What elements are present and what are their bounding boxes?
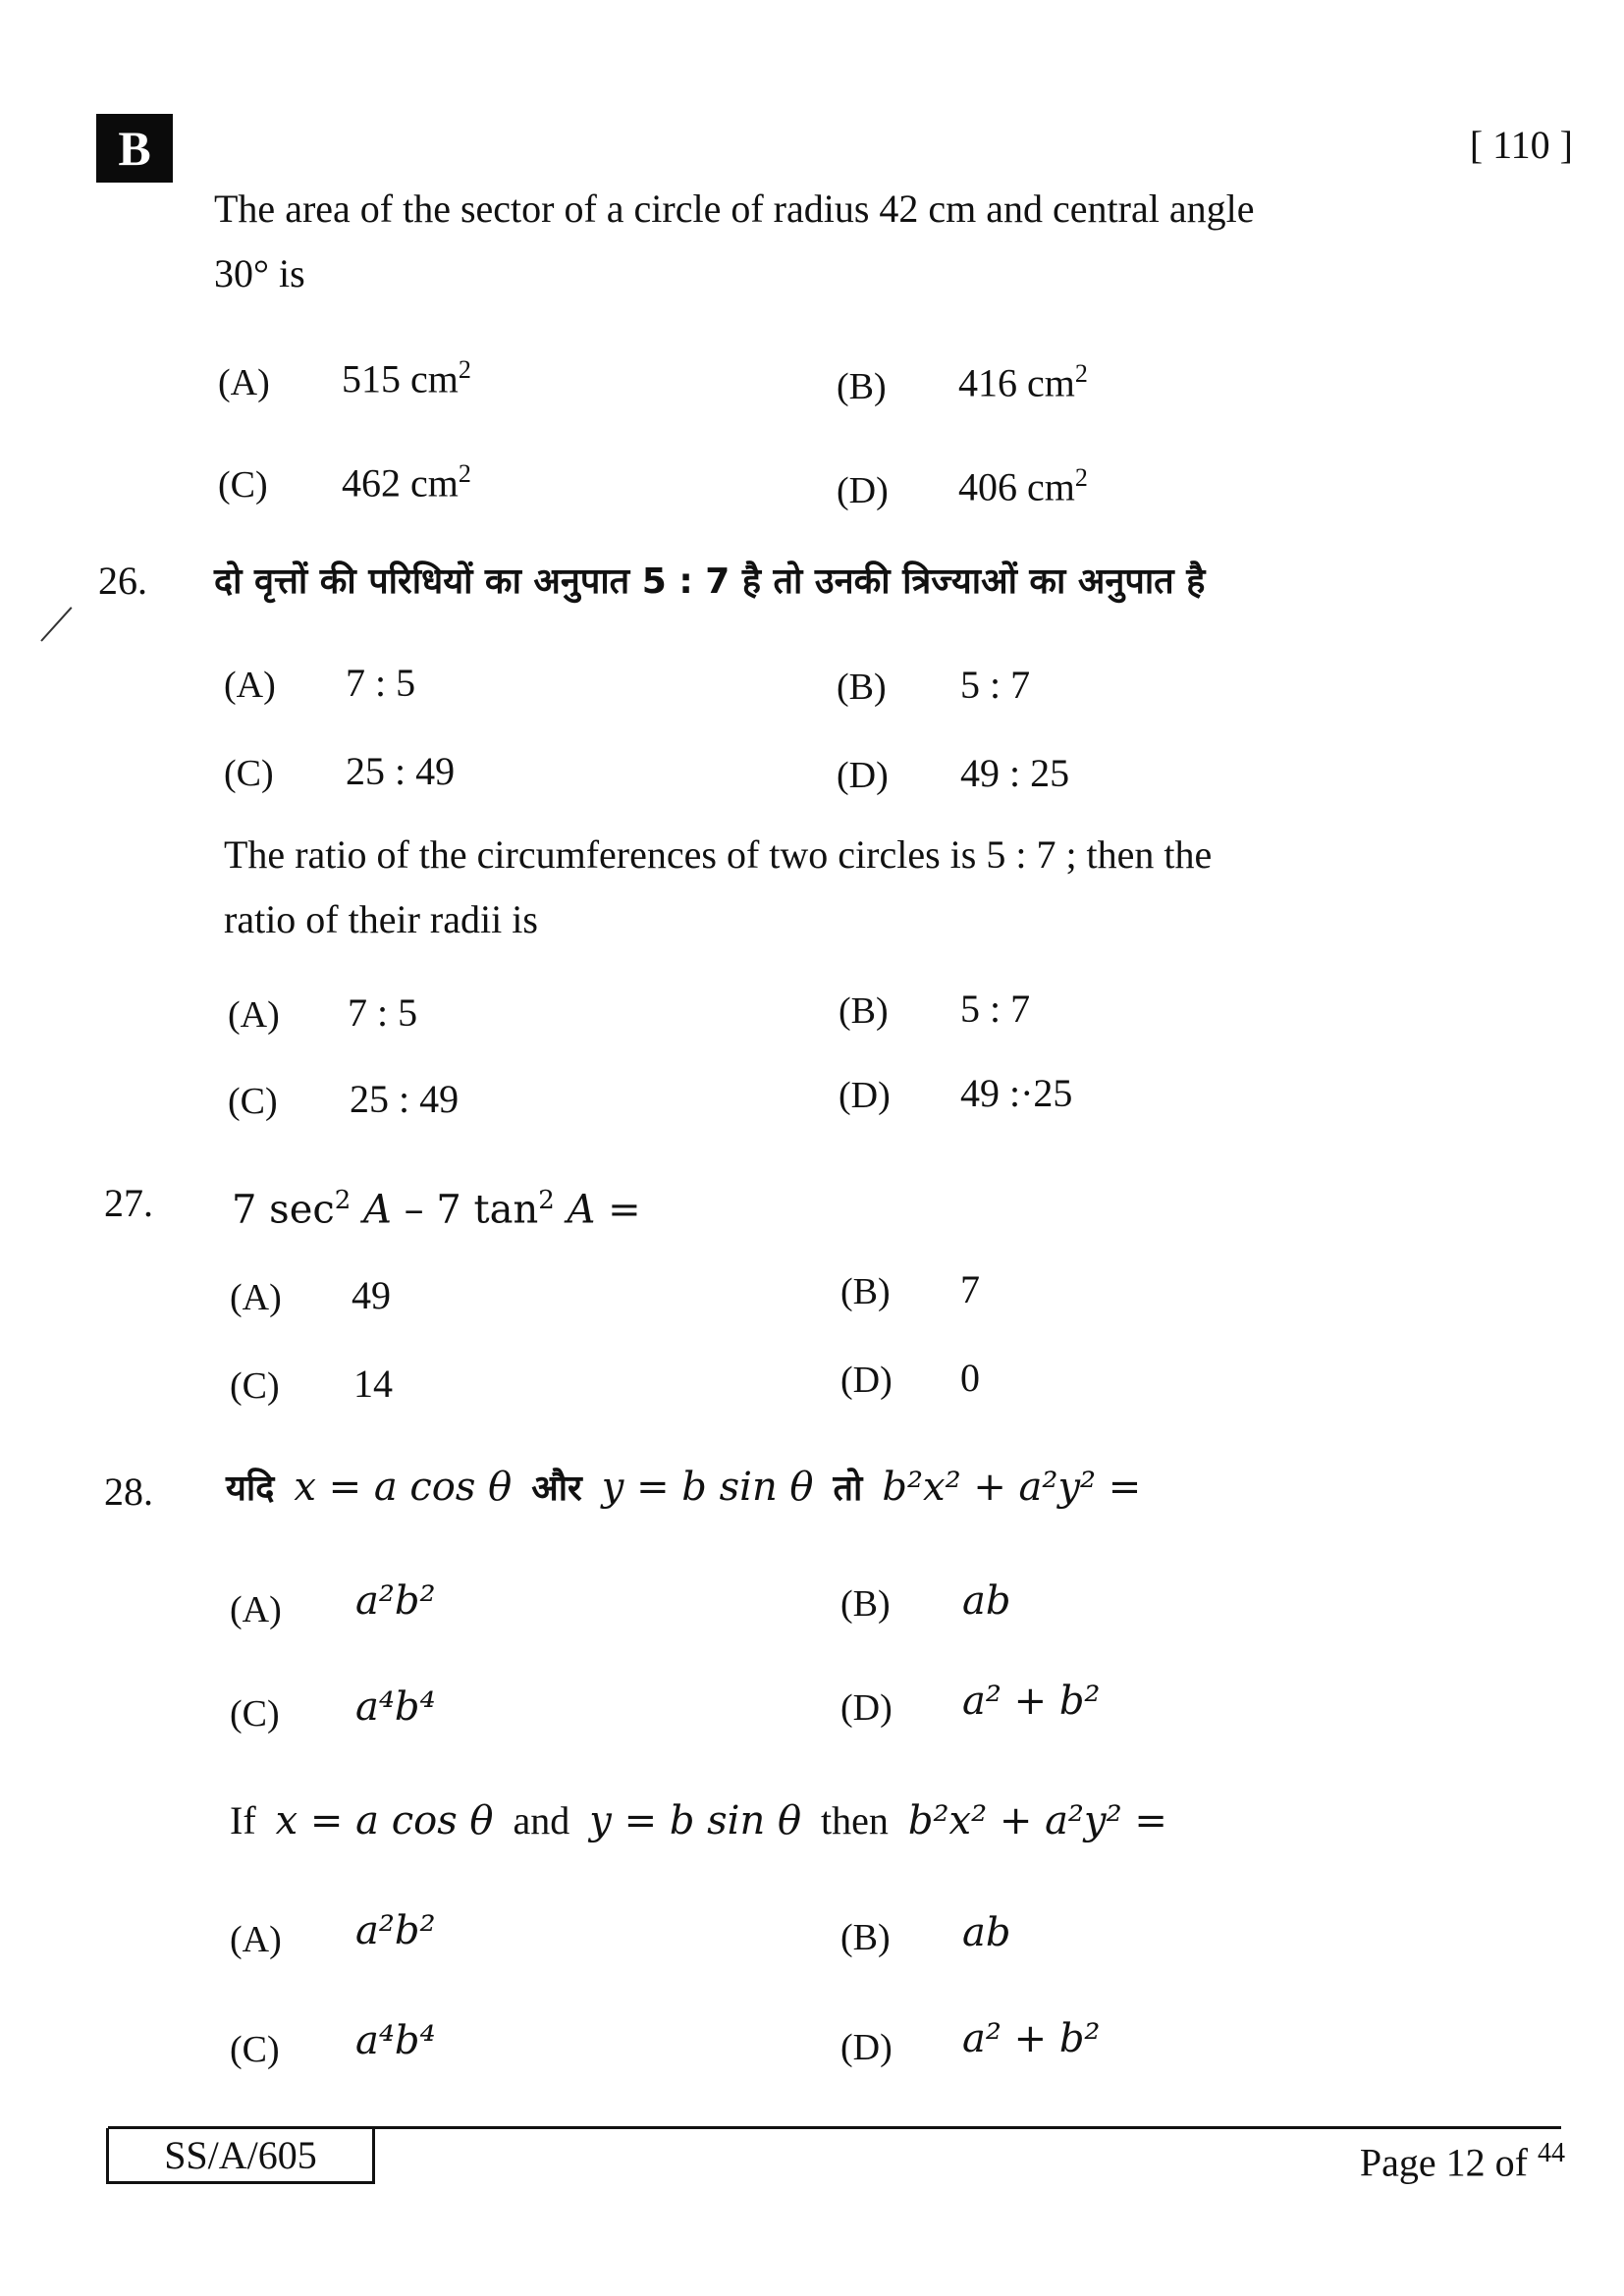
option-value[interactable]: 49 : 25 [960,751,1070,795]
question-text: The area of the sector of a circle of radius 42 cm and central angle [214,187,1255,231]
option-label: (A) [230,1919,282,1960]
question-text: The ratio of the circumferences of two circles is 5 : 7 ; then the [224,832,1213,877]
option-label: (D) [840,2027,893,2068]
option-value[interactable]: 7 : 5 [348,990,418,1035]
option-value[interactable]: 7 : 5 [346,661,416,705]
option-label: (C) [218,464,268,506]
option-label: (C) [228,1081,278,1122]
option-value[interactable]: a²b² [355,1578,436,1624]
option-label: (B) [837,667,887,708]
option-label: (A) [224,665,276,706]
question-text-hindi: दो वृत्तों की परिधियों का अनुपात 5 : 7 है तो उनकी त्रिज्याओं का अनुपात है [214,561,1206,602]
question-text-hindi: यदि x = a cos θ और y = b sin θ तो b²x² + a²y² = [226,1465,1142,1510]
option-value[interactable]: 462 $cm^2$ [342,459,471,506]
option-label: (C) [230,1365,280,1407]
option-label: (C) [230,1693,280,1735]
option-label: (A) [228,994,280,1036]
option-value[interactable]: 416 $cm^2$ [958,359,1088,405]
question-text: If x = a cos θ and y = b sin θ then b²x² + a²y² = [230,1798,1167,1843]
option-label: (B) [837,366,887,407]
option-label: (D) [840,1687,893,1729]
option-label: (B) [840,1583,891,1625]
option-value[interactable]: 25 : 49 [346,749,456,793]
option-value[interactable]: 49 :·25 [960,1071,1073,1115]
option-value[interactable]: 0 [960,1356,980,1400]
option-value[interactable]: 5 : 7 [960,663,1031,707]
set-badge: B [96,114,173,183]
question-number: 26. [98,559,147,603]
option-label: (D) [839,1075,891,1116]
option-label: (B) [840,1917,891,1958]
option-value[interactable]: 14 [353,1362,393,1406]
question-number: 28. [104,1469,153,1514]
option-label: (B) [839,990,889,1032]
option-value[interactable]: 406 $cm^2$ [958,463,1088,509]
option-value[interactable]: ab [962,1578,1011,1624]
page-number: Page 12 of $^{44}$ [1359,2138,1565,2185]
option-value[interactable]: 25 : 49 [350,1077,460,1121]
option-value[interactable]: ab [962,1910,1011,1955]
option-label: (A) [230,1277,282,1318]
option-value[interactable]: a⁴b⁴ [355,1684,436,1730]
option-label: (D) [840,1360,893,1401]
option-value[interactable]: 5 : 7 [960,987,1031,1031]
option-label: (C) [230,2029,280,2070]
option-label: (A) [230,1589,282,1630]
question-text-line2: 30° is [214,251,305,295]
marks-label: [ 110 ] [1469,123,1573,167]
question-expression: 7 $\sec^2 A - 7$ $\tan^2 A$ = [232,1186,641,1233]
option-value[interactable]: a²b² [355,1908,436,1953]
option-label: (D) [837,470,889,511]
option-value[interactable]: a⁴b⁴ [355,2018,436,2063]
option-value[interactable]: a² + b² [962,1679,1101,1724]
paper-code: SS/A/605 [106,2128,375,2184]
pen-mark-icon [40,607,72,642]
question-text-line2: ratio of their radii is [224,897,538,941]
option-label: (C) [224,753,274,794]
option-value[interactable]: 49 [352,1273,391,1317]
option-value[interactable]: a² + b² [962,2016,1101,2061]
option-value[interactable]: 515 $cm^2$ [342,355,471,401]
option-value[interactable]: 7 [960,1267,980,1311]
option-label: (B) [840,1271,891,1312]
option-label: (A) [218,362,270,403]
option-label: (D) [837,755,889,796]
question-number: 27. [104,1181,153,1225]
